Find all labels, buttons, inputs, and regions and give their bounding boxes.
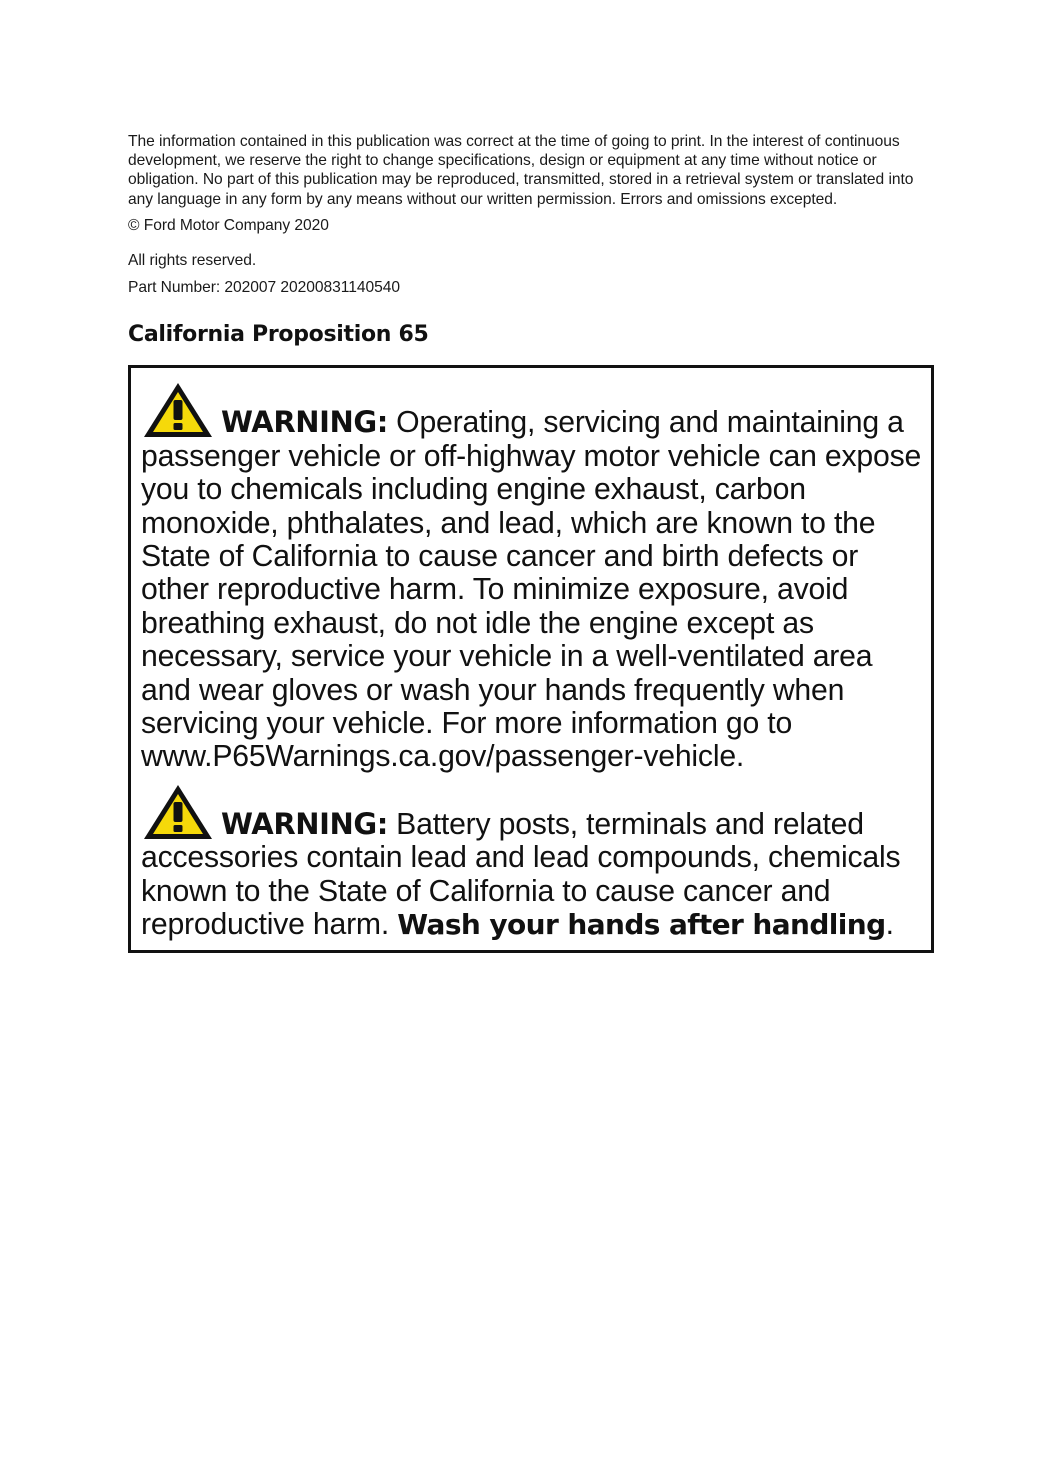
warning-triangle-icon bbox=[141, 782, 215, 842]
section-title: California Proposition 65 bbox=[128, 322, 429, 348]
warning-trailing: . bbox=[885, 908, 894, 942]
warning-label: WARNING: bbox=[221, 405, 388, 440]
publication-disclaimer: The information contained in this publication was correct at the time of going to print. In the interest of continuous development, we reserve the right to change specifications, design or equipment at any time without notice or obligation. No part of this publication may be reproduced, transmitted, stored in a retrieval system or translated into any language in any form by any means without our written permission. Errors and omissions excepted. bbox=[128, 133, 914, 208]
warning-battery bbox=[141, 780, 923, 942]
document-page bbox=[128, 132, 936, 953]
part-number: Part Number: 202007 20200831140540 bbox=[128, 279, 400, 297]
warning-label: WARNING: bbox=[221, 806, 388, 841]
prop65-warning-box bbox=[128, 365, 934, 952]
rights-reserved: All rights reserved. bbox=[128, 252, 257, 270]
warning-text: Battery posts, terminals and related accessories contain lead and lead compounds, chemicals known to the State of California to cause cancer and reproductive harm. bbox=[141, 807, 901, 942]
warning-vehicle bbox=[141, 378, 923, 773]
copyright-notice: © Ford Motor Company 2020 bbox=[128, 216, 329, 234]
warning-triangle-icon bbox=[141, 380, 215, 440]
wash-hands-emphasis: Wash your hands after handling bbox=[397, 908, 886, 942]
warning-text: Operating, servicing and maintaining a passenger vehicle or off-highway motor vehicle can expose you to chemicals including engine exhaust, carbon monoxide, phthalates, and lead, which are known to the State of California to cause cancer and birth defects or other reproductive harm. To minimize exposure, avoid breathing exhaust, do not idle the engine except as necessary, service your vehicle in a well-ventilated area and wear gloves or wash your hands frequently when servicing your vehicle. For more information go to www.P65Warnings.ca.gov/passenger-vehicle. bbox=[141, 406, 922, 774]
